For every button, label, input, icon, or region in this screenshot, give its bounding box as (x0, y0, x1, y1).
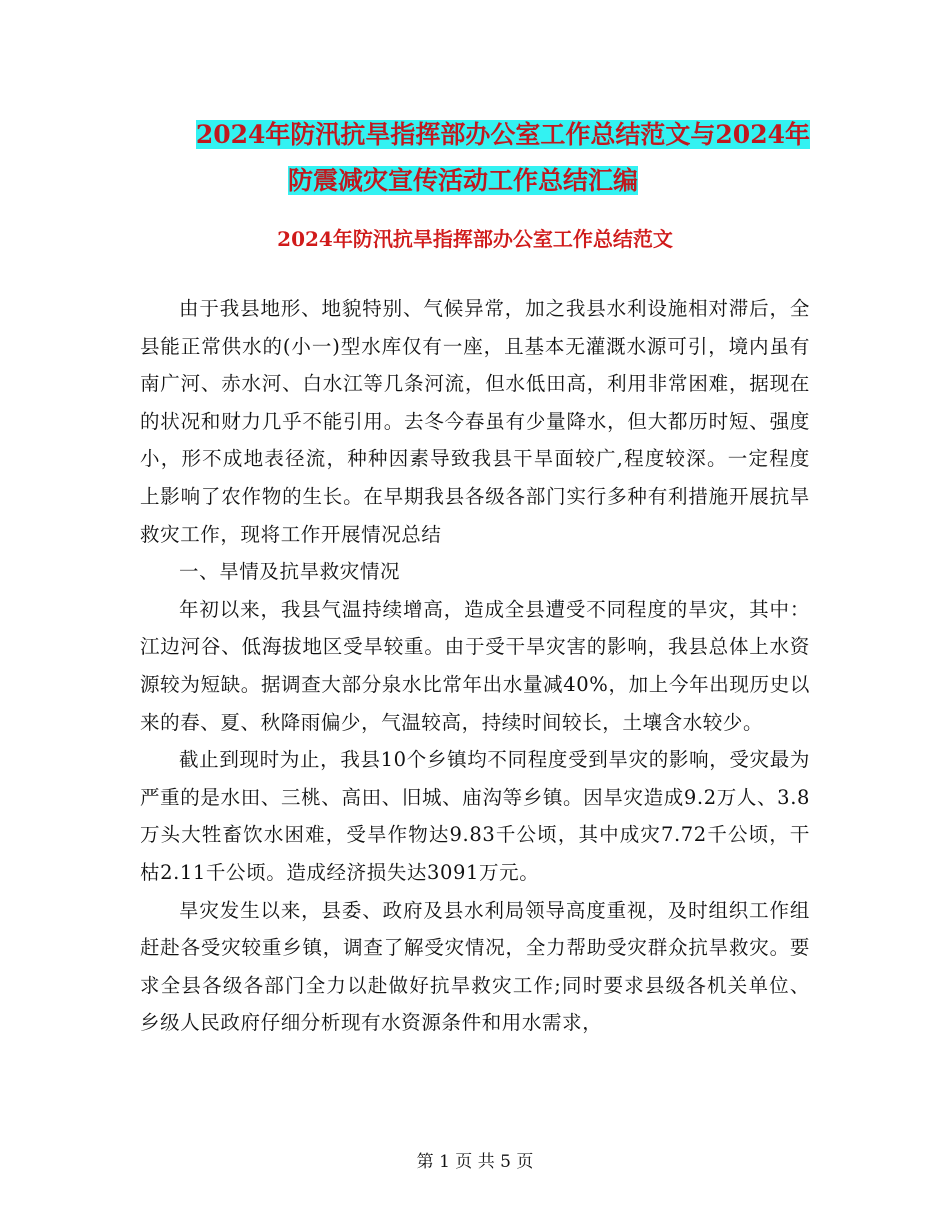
title-line-2 (140, 158, 810, 204)
paragraph-intro: 由于我县地形、地貌特别、气候异常，加之我县水利设施相对滞后，全县能正常供水的(小一)型水库仅有一座，且基本无灌溉水源可引，境内虽有南广河、赤水河、白水江等几条河流，但水低田高，利用非常困难，据现在的状况和财力几乎不能引用。去冬今春虽有少量降水，但大都历时短、强度小，形不成地表径流，种种因素导致我县干旱面较广,程度较深。一定程度上影响了农作物的生长。在早期我县各级各部门实行多种有利措施开展抗旱救灾工作，现将工作开展情况总结 (140, 297, 810, 546)
title-line-2-text: 防震减灾宣传活动工作总结汇编 (288, 166, 639, 195)
title-line-1-text: 2024年防汛抗旱指挥部办公室工作总结范文与2024年 (195, 120, 810, 149)
document-title (140, 112, 810, 204)
paragraph: 截止到现时为止，我县10个乡镇均不同程度受到旱灾的影响，受灾最为严重的是水田、三桃、高田、旧城、庙沟等乡镇。因旱灾造成9.2万人、3.8万头大牲畜饮水困难，受旱作物达9.83千公顷，其中成灾7.72千公顷，干枯2.11千公顷。造成经济损失达3091万元。 (140, 748, 810, 884)
section-heading: 一、旱情及抗旱救灾情况 (179, 560, 401, 584)
paragraph: 旱灾发生以来，县委、政府及县水利局领导高度重视，及时组织工作组赶赴各受灾较重乡镇，调查了解受灾情况，全力帮助受灾群众抗旱救灾。要求全县各级各部门全力以赴做好抗旱救灾工作;同时要求县级各机关单位、乡级人民政府仔细分析现有水资源条件和用水需求， (140, 898, 810, 1035)
page-footer: 第 1 页 共 5 页 (416, 1152, 534, 1172)
title-line-1 (140, 112, 810, 158)
body-text (140, 290, 810, 1042)
section-title: 2024年防汛抗旱指挥部办公室工作总结范文 (277, 227, 673, 251)
paragraph: 年初以来，我县气温持续增高，造成全县遭受不同程度的旱灾，其中：江边河谷、低海拔地区受旱较重。由于受干旱灾害的影响，我县总体上水资源较为短缺。据调查大部分泉水比常年出水量减40%，加上今年出现历史以来的春、夏、秋降雨偏少，气温较高，持续时间较长，土壤含水较少。 (140, 597, 810, 734)
